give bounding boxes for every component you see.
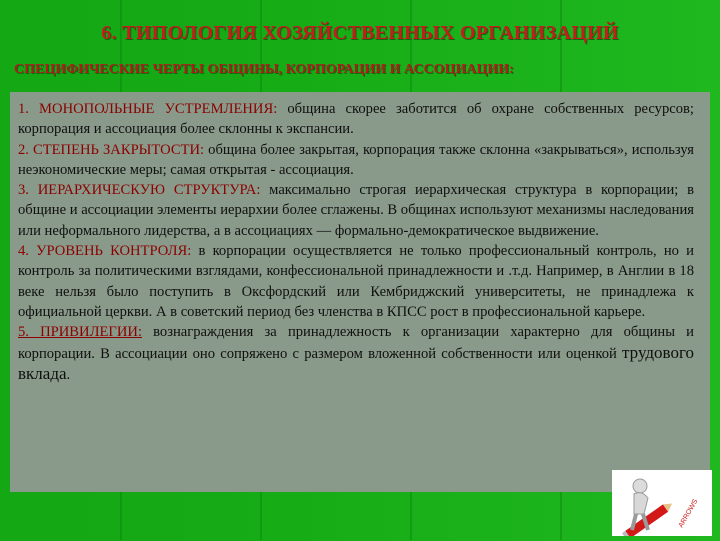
item-hierarchy <box>18 180 694 241</box>
person-with-pencil-icon <box>612 470 712 536</box>
item-text: вознаграждения за принадлежность к организации характерно для общины и корпорации. В ассоциации оно сопряжено с размером вложенной собственности или оценкой <box>18 324 694 362</box>
item-closedness <box>18 140 694 181</box>
item-text: община скорее заботится об охране собственных ресурсов; корпорация и ассоциация более склонны к экспансии. <box>18 101 694 138</box>
item-text: община более закрытая, корпорация также склонна «закрываться», используя неэкономические меры; самая открытая - ассоциация. <box>18 141 694 178</box>
item-heading: 2. СТЕПЕНЬ ЗАКРЫТОСТИ: <box>18 141 205 158</box>
item-control <box>18 241 694 322</box>
item-heading: 4. УРОВЕНЬ КОНТРОЛЯ: <box>18 243 192 260</box>
item-text-large: трудового вклада <box>18 342 694 383</box>
item-text-end: . <box>66 366 71 383</box>
item-heading: 1. МОНОПОЛЬНЫЕ УСТРЕМЛЕНИЯ: <box>18 101 278 117</box>
item-privileges <box>18 322 694 385</box>
item-text: в корпорации осуществляется не только профессиональный контроль, но и контроль за политическими взглядами, конфессиональной принадлежности и .т.д. Например, в Англии в 18 веке нельзя было поступить в Оксфордский или Кембриджский университеты, не принадлежа к официальной церкви. А в советский период без членства в КПСС рост в профессиональной карьере. <box>18 243 694 320</box>
slide-title: 6. ТИПОЛОГИЯ ХОЗЯЙСТВЕННЫХ ОРГАНИЗАЦИЙ <box>101 22 619 44</box>
item-text: максимально строгая иерархическая структура в корпорации; в общине и ассоциации элементы иерархии более сглажены. В общинах используют механизмы наследования или неформального лидерства, а в ассоциациях — формально-демократическое выдвижение. <box>18 182 694 239</box>
slide-subtitle: СПЕЦИФИЧЕСКИЕ ЧЕРТЫ ОБЩИНЫ, КОРПОРАЦИИ И АССОЦИАЦИИ: <box>14 62 514 77</box>
body-text <box>18 99 694 385</box>
item-heading: 5. ПРИВИЛЕГИИ: <box>18 324 142 341</box>
item-heading: 3. ИЕРАРХИЧЕСКУЮ СТРУКТУРА: <box>18 182 261 199</box>
item-monopoly <box>18 99 694 140</box>
svg-text:ARROWS: ARROWS <box>677 498 700 529</box>
